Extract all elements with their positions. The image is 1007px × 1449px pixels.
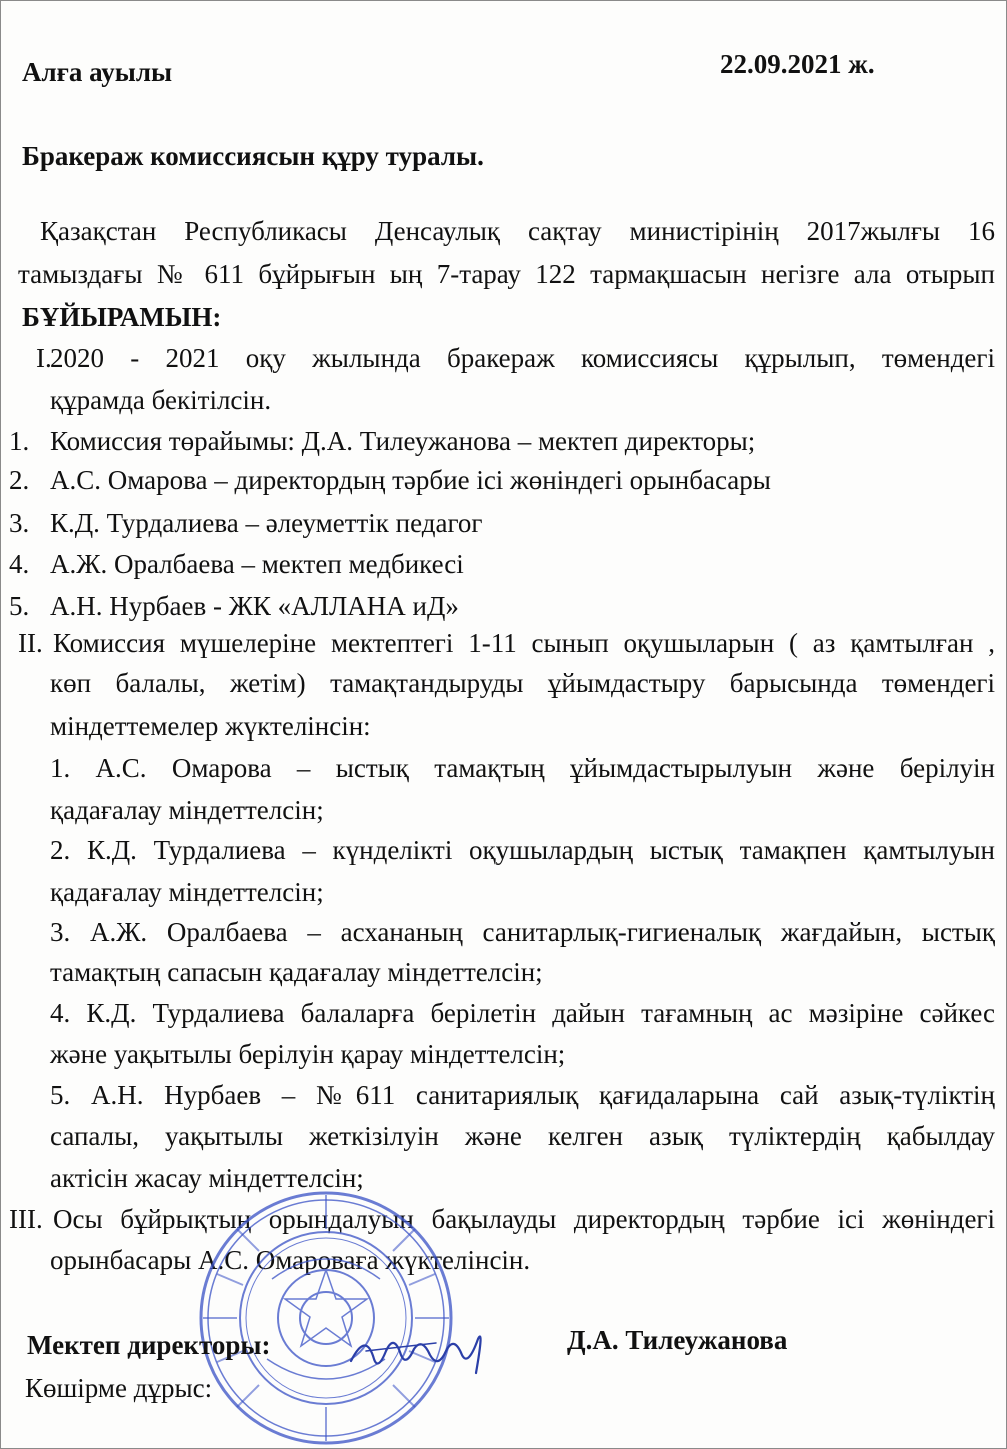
duty-5-line-2: сапалы, уақытылы жеткізілуін және келген азық түліктердің қабылдау xyxy=(50,1121,995,1151)
member-5-text: А.Н. Нурбаев - ЖК «АЛЛАНА иД» xyxy=(50,591,459,621)
village-name: Алға ауылы xyxy=(22,57,173,87)
member-4-number: 4. xyxy=(9,549,30,579)
section-2-line-3: міндеттемелер жүктелінсін: xyxy=(50,711,371,741)
director-title: Мектеп директоры: xyxy=(27,1330,271,1360)
section-1-line-1: 2020 - 2021 оқу жылында бракераж комиссиясы құрылып, төмендегі xyxy=(50,343,995,373)
member-4-text: А.Ж. Оралбаева – мектеп медбикесі xyxy=(50,549,464,579)
section-3-line-1: Осы бұйрықтың орындалуын бақылауды директордың тәрбие ісі жөніндегі xyxy=(53,1204,995,1234)
section-1-number: I. xyxy=(36,343,52,373)
duty-5-line-1: 5. А.Н. Нурбаев – №611 санитариялық қағидаларына сай азық-түліктің xyxy=(50,1080,995,1110)
document-subject: Бракераж комиссиясын құру туралы. xyxy=(22,141,484,171)
section-2-line-1: Комиссия мүшелеріне мектептегі 1-11 сынып оқушыларын ( аз қамтылған , xyxy=(53,628,995,658)
member-3-number: 3. xyxy=(9,508,30,538)
copy-certified-label: Көшірме дұрыс: xyxy=(25,1373,213,1403)
member-3-text: К.Д. Турдалиева – әлеуметтік педагог xyxy=(50,508,483,538)
order-word: БҰЙЫРАМЫН: xyxy=(22,302,222,332)
intro-line-1: Қазақстан Республикасы Денсаулық сақтау министірінің 2017жылғы 16 xyxy=(40,216,995,246)
member-2-number: 2. xyxy=(9,465,30,495)
duty-1-line-1: 1. А.С. Омарова – ыстық тамақтың ұйымдастырылуын және берілуін xyxy=(50,753,995,783)
member-1-number: 1. xyxy=(9,426,30,456)
director-name: Д.А. Тилеужанова xyxy=(567,1325,788,1355)
duty-5-line-3: актісін жасау міндеттелсін; xyxy=(50,1163,364,1193)
duty-2-line-2: қадағалау міндеттелсін; xyxy=(50,877,324,907)
section-1-line-2: құрамда бекітілсін. xyxy=(50,385,272,415)
intro-line-2: тамыздағы № 611 бұйрығын ың 7-тарау 122 тармақшасын негізге ала отырып xyxy=(18,259,995,289)
member-1-text: Комиссия төрайымы: Д.А. Тилеужанова – мектеп директоры; xyxy=(50,426,756,456)
duty-4-line-1: 4. К.Д. Турдалиева балаларға берілетін дайын тағамның ас мәзіріне сәйкес xyxy=(50,998,995,1028)
duty-4-line-2: және уақытылы берілуін қарау міндеттелсін; xyxy=(50,1039,566,1069)
duty-2-line-1: 2. К.Д. Турдалиева – күнделікті оқушылардың ыстық тамақпен қамтылуын xyxy=(50,835,995,865)
member-5-number: 5. xyxy=(9,591,30,621)
director-signature xyxy=(346,1321,496,1381)
section-2-number: II. xyxy=(18,628,43,658)
section-3-line-2: орынбасары А.С. Омароваға жүктелінсін. xyxy=(50,1245,531,1275)
section-2-line-2: көп балалы, жетім) тамақтандыруды ұйымдастыру барысында төмендегі xyxy=(50,668,995,698)
member-2-text: А.С. Омарова – директордың тәрбие ісі жөніндегі орынбасары xyxy=(50,465,771,495)
duty-3-line-1: 3. А.Ж. Оралбаева – асхананың санитарлық-гигиеналық жағдайын, ыстық xyxy=(50,917,995,947)
official-stamp xyxy=(197,1189,455,1447)
duty-3-line-2: тамақтың сапасын қадағалау міндеттелсін; xyxy=(50,957,543,987)
duty-1-line-2: қадағалау міндеттелсін; xyxy=(50,795,324,825)
section-3-number: III. xyxy=(9,1204,43,1234)
document-date: 22.09.2021 ж. xyxy=(720,49,875,79)
